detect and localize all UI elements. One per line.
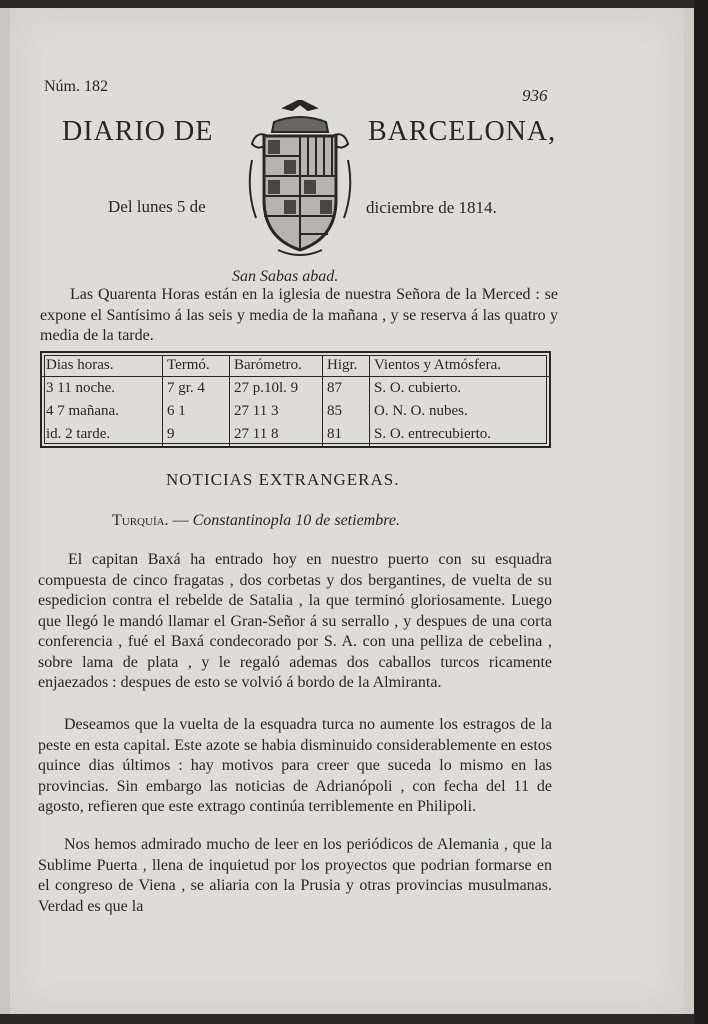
- weather-cell: 27 11 8: [230, 423, 323, 446]
- page-number: 936: [522, 86, 548, 105]
- weather-cell: 9: [163, 423, 230, 446]
- dateline-dash: —: [172, 512, 189, 529]
- book-binding: [694, 0, 708, 1024]
- weather-cell: 3 11 noche.: [42, 377, 163, 401]
- weather-cell: O. N. O. nubes.: [374, 403, 468, 419]
- weather-cell: 87: [323, 377, 370, 401]
- weather-header-hygrometer: Higr.: [323, 355, 370, 377]
- issue-number: Núm. 182: [44, 78, 108, 95]
- date-left: Del lunes 5 de: [108, 197, 206, 216]
- forty-hours-notice: Las Quarenta Horas están en la iglesia de nuestra Señora de la Merced : se expone el Santísimo á las seis y media de la mañana , y se reserva á las quatro y media de la tarde.: [40, 286, 558, 344]
- article-paragraph: Deseamos que la vuelta de la esquadra turca no aumente los estragos de la peste en esta capital. Este azote se habia disminuido considerablemente en estos quince dias últimos : hay motivos para creer que suceda lo mismo en las provincias. Sin embargo las noticias de Adrianópoli , con fecha del 11 de agosto, refieren que este extrago continúa terriblemente en Philipoli.: [38, 716, 552, 815]
- weather-cell: 4 7 mañana.: [42, 400, 163, 423]
- section-title: NOTICIAS EXTRANGERAS.: [166, 470, 400, 489]
- dateline-country: Turquía.: [112, 512, 169, 529]
- table-row: [42, 377, 549, 401]
- date-right: diciembre de 1814.: [366, 198, 497, 217]
- weather-cell: 85: [323, 400, 370, 423]
- weather-header-thermometer: Termó.: [163, 355, 230, 377]
- saint-of-day: San Sabas abad.: [232, 268, 339, 285]
- weather-cell: S. O. entrecubierto.: [374, 426, 492, 442]
- weather-header-barometer: Barómetro.: [230, 355, 323, 377]
- weather-cell: 7 gr. 4: [163, 377, 230, 401]
- weather-cell: id. 2 tarde.: [42, 423, 163, 446]
- weather-cell: 27 p.10l. 9: [230, 377, 323, 401]
- weather-header-winds: Vientos y Atmósfera.: [370, 355, 550, 377]
- page-edge: [684, 8, 694, 1014]
- coat-of-arms-icon: [244, 100, 356, 260]
- masthead-title-right: BARCELONA,: [368, 116, 557, 147]
- table-row: [42, 423, 549, 446]
- weather-cell: 81: [323, 423, 370, 446]
- weather-cell: S. O. cubierto.: [374, 380, 462, 396]
- weather-cell: 6 1: [163, 400, 230, 423]
- article-paragraph: El capitan Baxá ha entrado hoy en nuestro puerto con su esquadra compuesta de cinco fragatas , dos corbetas y dos bergantines, de vuelta de su espedicion contra el rebelde de Satalia , la que terminó gloriosamente. Luego que llegó le mandó llamar el Gran-Señor á su serrallo , y despues de una corta conferencia , fué el Baxá condecorado por S. A. con una pelliza de cebelina , sobre lama de plata , y le regaló ademas dos caballos turcos ricamente enjaezados : despues de esto se volvió á bordo de la Almiranta.: [38, 551, 552, 691]
- dateline: [112, 512, 400, 530]
- weather-table: [40, 351, 551, 448]
- article-paragraph: Nos hemos admirado mucho de leer en los periódicos de Alemania , que la Sublime Puerta , llena de inquietud por los proyectos que podrian formarse en el congreso de Viena , se aliaria con la Prusia y otras provincias musulmanas. Verdad es que la: [38, 836, 552, 915]
- weather-cell: 27 11 3: [230, 400, 323, 423]
- table-row: [42, 400, 549, 423]
- masthead-title-left: DIARIO DE: [62, 116, 214, 147]
- dateline-place-date: Constantinopla 10 de setiembre.: [192, 512, 400, 529]
- weather-header-days: Dias horas.: [42, 355, 163, 377]
